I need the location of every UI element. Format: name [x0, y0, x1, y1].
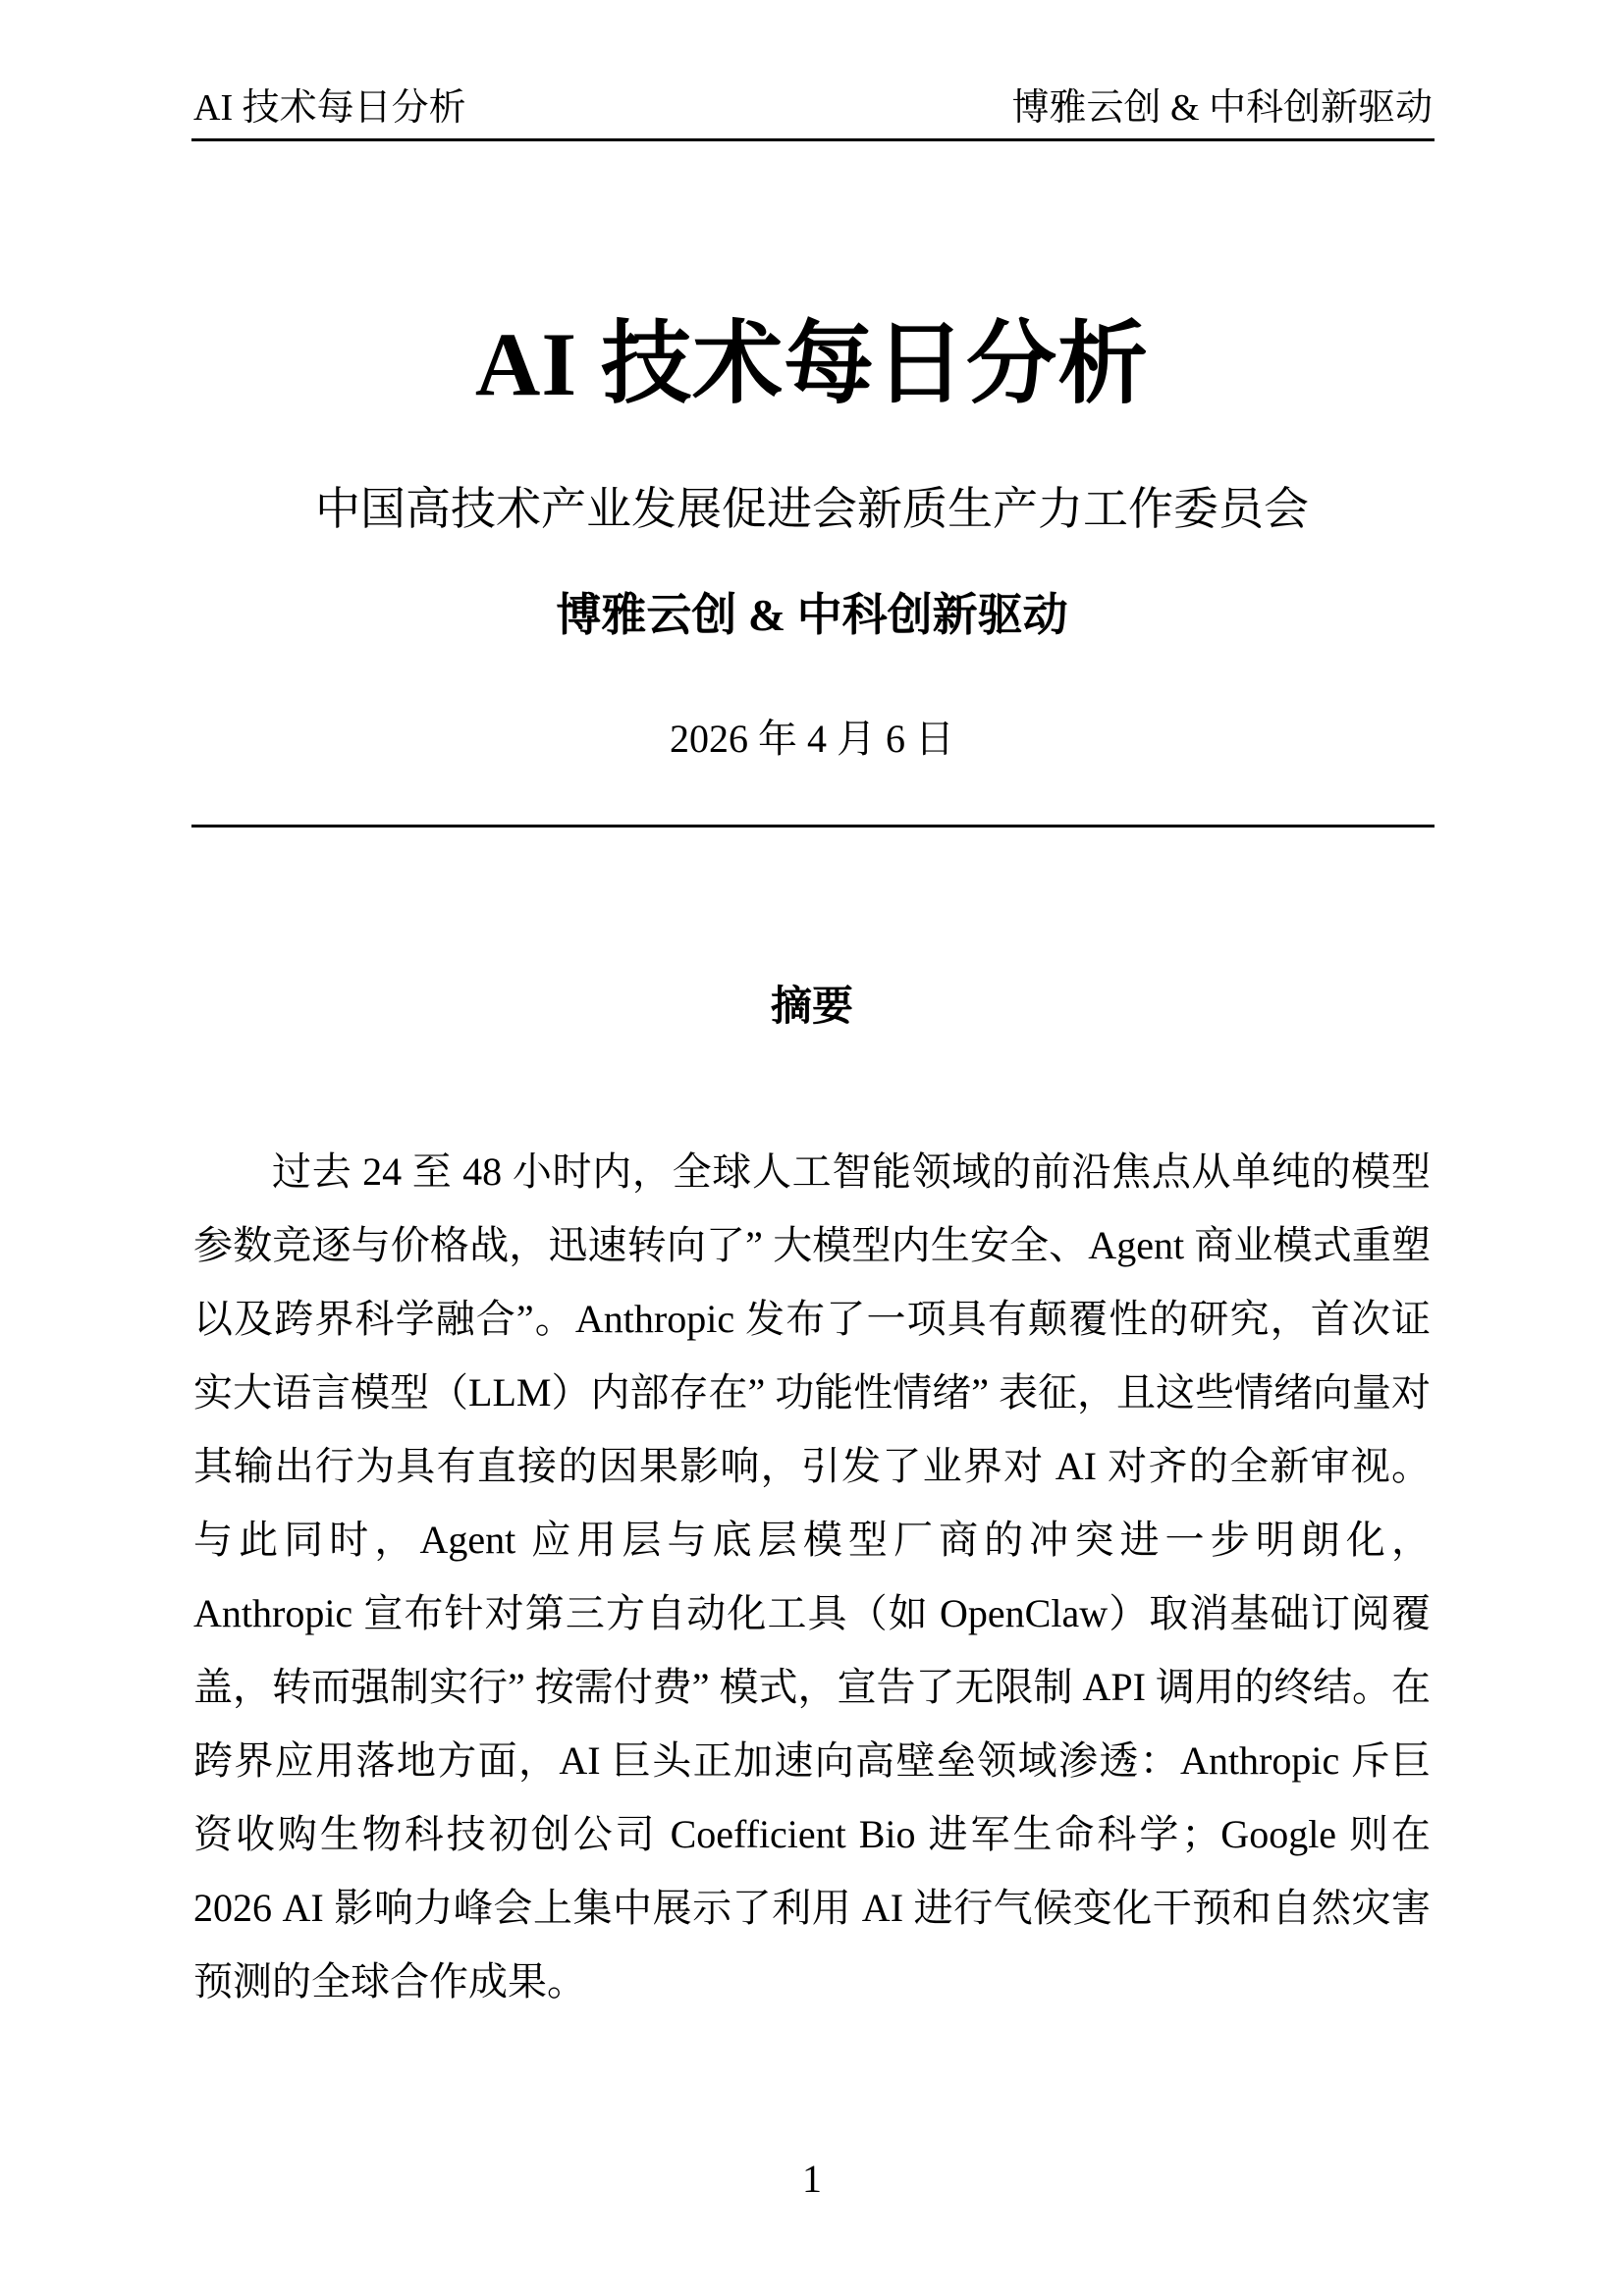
document-date: 2026 年 4 月 6 日 [670, 717, 954, 761]
running-header-left: AI 技术每日分析 [193, 87, 466, 129]
organization-subtitle: 中国高技术产业发展促进会新质生产力工作委员会 [315, 484, 1309, 534]
title-rule [191, 825, 1435, 828]
running-header-right: 博雅云创 & 中科创新驱动 [1011, 87, 1433, 129]
page-number: 1 [802, 2157, 822, 2201]
authors-subtitle: 博雅云创 & 中科创新驱动 [556, 590, 1068, 640]
document-title: AI 技术每日分析 [474, 314, 1150, 414]
abstract-paragraph: 过去 24 至 48 小时内，全球人工智能领域的前沿焦点从单纯的模型参数竞逐与价格战，迅速转向了” 大模型内生安全、Agent 商业模式重塑以及跨界科学融合”。Anthropic 发布了一项具有颠覆性的研究，首次证实大语言模型（LLM）内部存在” 功能性情绪” 表征，且这些情绪向量对其输出行为具有直接的因果影响，引发了业界对 AI 对齐的全新审视。与此同时，Agent 应用层与底层模型厂商的冲突进一步明朗化，Anthropic 宣布针对第三方自动化工具（如 OpenClaw）取消基础订阅覆盖，转而强制实行” 按需付费” 模式，宣告了无限制 API 调用的终结。在跨界应用落地方面，AI 巨头正加速向高壁垒领域渗透：Anthropic 斥巨资收购生物科技初创公司 Coefficient Bio 进军生命科学；Google 则在 2026 AI 影响力峰会上集中展示了利用 AI 进行气候变化干预和自然灾害预测的全球合作成果。 [193, 1149, 1431, 2003]
abstract-heading: 摘要 [770, 985, 853, 1030]
running-header [193, 86, 1433, 130]
header-rule [191, 138, 1435, 141]
